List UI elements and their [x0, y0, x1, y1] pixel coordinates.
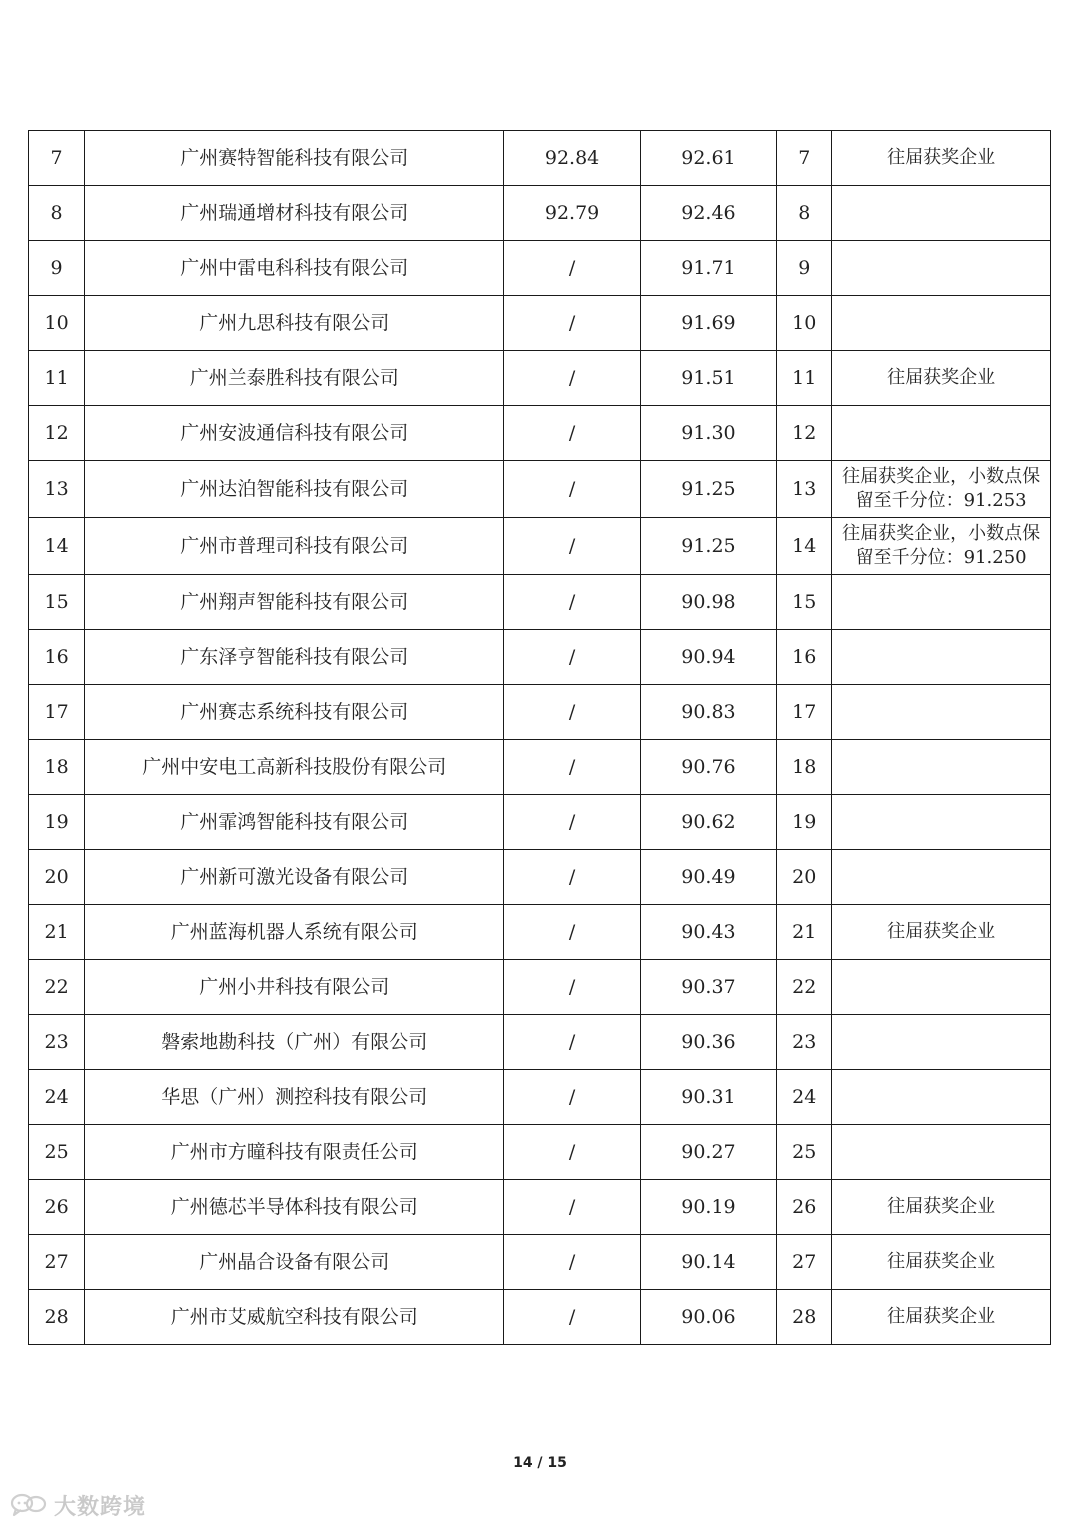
score-second-cell: 90.36 [640, 1015, 776, 1070]
note-cell [832, 406, 1051, 461]
rank-cell: 22 [777, 960, 832, 1015]
score-second-cell: 90.94 [640, 630, 776, 685]
table-row [29, 406, 1051, 461]
table-row [29, 685, 1051, 740]
score-second-cell: 91.25 [640, 461, 776, 518]
score-second-cell: 90.83 [640, 685, 776, 740]
company-name-cell: 广州安波通信科技有限公司 [85, 406, 504, 461]
row-number-cell: 13 [29, 461, 85, 518]
row-number-cell: 16 [29, 630, 85, 685]
score-second-cell: 90.37 [640, 960, 776, 1015]
note-cell [832, 1015, 1051, 1070]
score-first-cell: / [504, 1180, 640, 1235]
table-row [29, 461, 1051, 518]
note-cell [832, 795, 1051, 850]
table-row [29, 1125, 1051, 1180]
score-second-cell: 90.27 [640, 1125, 776, 1180]
note-cell [832, 630, 1051, 685]
company-name-cell: 广州翔声智能科技有限公司 [85, 575, 504, 630]
score-second-cell: 90.98 [640, 575, 776, 630]
rank-cell: 21 [777, 905, 832, 960]
note-cell [832, 241, 1051, 296]
score-first-cell: / [504, 795, 640, 850]
row-number-cell: 26 [29, 1180, 85, 1235]
note-cell: 往届获奖企业 [832, 131, 1051, 186]
row-number-cell: 23 [29, 1015, 85, 1070]
company-name-cell: 广州中雷电科科技有限公司 [85, 241, 504, 296]
rank-cell: 19 [777, 795, 832, 850]
watermark-text: 大数跨境 [54, 1494, 147, 1520]
score-first-cell: / [504, 1290, 640, 1345]
table-row [29, 518, 1051, 575]
table-row [29, 296, 1051, 351]
score-first-cell: / [504, 461, 640, 518]
company-name-cell: 广州赛特智能科技有限公司 [85, 131, 504, 186]
row-number-cell: 28 [29, 1290, 85, 1345]
rank-cell: 13 [777, 461, 832, 518]
note-cell: 往届获奖企业 [832, 1180, 1051, 1235]
rank-cell: 11 [777, 351, 832, 406]
company-name-cell: 广州市普理司科技有限公司 [85, 518, 504, 575]
score-second-cell: 90.14 [640, 1235, 776, 1290]
table-row [29, 1015, 1051, 1070]
note-cell: 往届获奖企业 [832, 905, 1051, 960]
watermark [10, 1490, 146, 1520]
note-cell: 往届获奖企业，小数点保留至千分位：91.253 [832, 461, 1051, 518]
table-row [29, 740, 1051, 795]
rank-cell: 24 [777, 1070, 832, 1125]
score-second-cell: 90.19 [640, 1180, 776, 1235]
table-row [29, 630, 1051, 685]
table-row [29, 131, 1051, 186]
note-cell: 往届获奖企业 [832, 351, 1051, 406]
row-number-cell: 21 [29, 905, 85, 960]
rank-cell: 14 [777, 518, 832, 575]
score-first-cell: / [504, 575, 640, 630]
rank-cell: 17 [777, 685, 832, 740]
table-row [29, 850, 1051, 905]
company-name-cell: 广州九思科技有限公司 [85, 296, 504, 351]
company-name-cell: 广州晶合设备有限公司 [85, 1235, 504, 1290]
note-cell: 往届获奖企业，小数点保留至千分位：91.250 [832, 518, 1051, 575]
table-row [29, 1180, 1051, 1235]
row-number-cell: 19 [29, 795, 85, 850]
company-name-cell: 广州霏鸿智能科技有限公司 [85, 795, 504, 850]
row-number-cell: 17 [29, 685, 85, 740]
score-first-cell: / [504, 960, 640, 1015]
table-row [29, 1070, 1051, 1125]
rank-cell: 28 [777, 1290, 832, 1345]
page-number: 14 / 15 [513, 1455, 567, 1471]
company-name-cell: 广州瑞通增材科技有限公司 [85, 186, 504, 241]
note-cell: 往届获奖企业 [832, 1235, 1051, 1290]
company-name-cell: 广州市方曈科技有限责任公司 [85, 1125, 504, 1180]
note-cell [832, 296, 1051, 351]
company-name-cell: 广州赛志系统科技有限公司 [85, 685, 504, 740]
row-number-cell: 20 [29, 850, 85, 905]
table-row [29, 351, 1051, 406]
table-row [29, 241, 1051, 296]
row-number-cell: 15 [29, 575, 85, 630]
rank-cell: 10 [777, 296, 832, 351]
score-first-cell: / [504, 1070, 640, 1125]
score-second-cell: 91.71 [640, 241, 776, 296]
row-number-cell: 24 [29, 1070, 85, 1125]
company-name-cell: 广州达泊智能科技有限公司 [85, 461, 504, 518]
score-second-cell: 92.46 [640, 186, 776, 241]
rank-cell: 18 [777, 740, 832, 795]
company-name-cell: 广州德芯半导体科技有限公司 [85, 1180, 504, 1235]
score-second-cell: 90.43 [640, 905, 776, 960]
note-cell [832, 740, 1051, 795]
company-name-cell: 广州新可激光设备有限公司 [85, 850, 504, 905]
row-number-cell: 22 [29, 960, 85, 1015]
table-row [29, 1235, 1051, 1290]
note-cell [832, 186, 1051, 241]
company-name-cell: 广州兰泰胜科技有限公司 [85, 351, 504, 406]
table-row [29, 905, 1051, 960]
row-number-cell: 11 [29, 351, 85, 406]
row-number-cell: 10 [29, 296, 85, 351]
score-first-cell: / [504, 406, 640, 461]
row-number-cell: 9 [29, 241, 85, 296]
row-number-cell: 27 [29, 1235, 85, 1290]
table-row [29, 795, 1051, 850]
score-second-cell: 91.25 [640, 518, 776, 575]
score-second-cell: 92.61 [640, 131, 776, 186]
rank-cell: 16 [777, 630, 832, 685]
score-second-cell: 90.76 [640, 740, 776, 795]
table-body [29, 131, 1051, 1345]
rank-cell: 9 [777, 241, 832, 296]
score-second-cell: 90.31 [640, 1070, 776, 1125]
note-cell [832, 575, 1051, 630]
note-cell [832, 685, 1051, 740]
rank-cell: 12 [777, 406, 832, 461]
row-number-cell: 7 [29, 131, 85, 186]
note-cell [832, 960, 1051, 1015]
rank-cell: 20 [777, 850, 832, 905]
company-name-cell: 磐索地勘科技（广州）有限公司 [85, 1015, 504, 1070]
rank-cell: 8 [777, 186, 832, 241]
score-first-cell: / [504, 296, 640, 351]
row-number-cell: 14 [29, 518, 85, 575]
score-first-cell: / [504, 630, 640, 685]
score-second-cell: 90.62 [640, 795, 776, 850]
score-first-cell: / [504, 905, 640, 960]
score-first-cell: / [504, 1125, 640, 1180]
company-name-cell: 广州蓝海机器人系统有限公司 [85, 905, 504, 960]
score-first-cell: / [504, 241, 640, 296]
note-cell [832, 850, 1051, 905]
note-cell: 往届获奖企业 [832, 1290, 1051, 1345]
score-first-cell: / [504, 685, 640, 740]
score-first-cell: / [504, 850, 640, 905]
rank-cell: 25 [777, 1125, 832, 1180]
company-name-cell: 华思（广州）测控科技有限公司 [85, 1070, 504, 1125]
row-number-cell: 25 [29, 1125, 85, 1180]
score-first-cell: 92.84 [504, 131, 640, 186]
company-name-cell: 广东泽亨智能科技有限公司 [85, 630, 504, 685]
score-second-cell: 90.06 [640, 1290, 776, 1345]
rank-cell: 15 [777, 575, 832, 630]
score-second-cell: 91.51 [640, 351, 776, 406]
rank-cell: 27 [777, 1235, 832, 1290]
score-second-cell: 90.49 [640, 850, 776, 905]
company-name-cell: 广州中安电工高新科技股份有限公司 [85, 740, 504, 795]
note-cell [832, 1070, 1051, 1125]
score-first-cell: / [504, 518, 640, 575]
company-name-cell: 广州小井科技有限公司 [85, 960, 504, 1015]
score-first-cell: / [504, 1235, 640, 1290]
note-cell [832, 1125, 1051, 1180]
score-first-cell: / [504, 351, 640, 406]
table-row [29, 960, 1051, 1015]
score-first-cell: 92.79 [504, 186, 640, 241]
rank-cell: 23 [777, 1015, 832, 1070]
rank-cell: 26 [777, 1180, 832, 1235]
row-number-cell: 12 [29, 406, 85, 461]
ranking-table [28, 130, 1051, 1345]
score-first-cell: / [504, 1015, 640, 1070]
row-number-cell: 8 [29, 186, 85, 241]
table-row [29, 1290, 1051, 1345]
score-second-cell: 91.30 [640, 406, 776, 461]
rank-cell: 7 [777, 131, 832, 186]
score-second-cell: 91.69 [640, 296, 776, 351]
table-row [29, 575, 1051, 630]
row-number-cell: 18 [29, 740, 85, 795]
chat-bubble-logo-icon [10, 1492, 50, 1518]
score-first-cell: / [504, 740, 640, 795]
company-name-cell: 广州市艾威航空科技有限公司 [85, 1290, 504, 1345]
table-row [29, 186, 1051, 241]
